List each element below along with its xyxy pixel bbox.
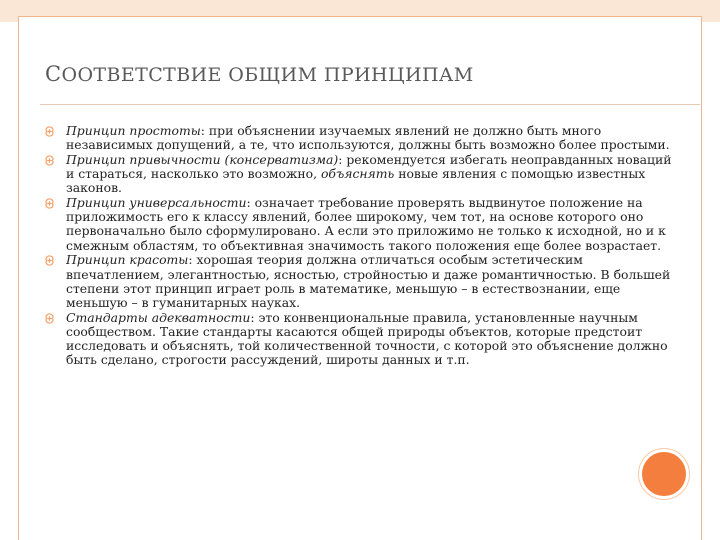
bullet-list (44, 124, 676, 368)
fleuron-icon (44, 313, 55, 324)
list-item (44, 153, 676, 196)
list-item (44, 253, 676, 310)
bullet-term: Принцип привычности (консерватизма) (66, 151, 339, 167)
title-rest: ООТВЕТСТВИЕ ОБЩИМ ПРИНЦИПАМ (61, 64, 474, 86)
list-item (44, 311, 676, 368)
fleuron-icon (44, 126, 55, 137)
bullet-text-tail: новые явления с помощью известных законов. (66, 166, 646, 196)
fleuron-icon (44, 155, 55, 166)
list-item (44, 196, 676, 253)
list-item (44, 124, 676, 152)
title-first-letter: С (45, 62, 62, 86)
bullet-text: : означает требование проверять выдвинутое положение на приложимость его к классу явлений, более широкому, чем тот, на основе которого оно первоначально было сформулировано. А если это приложимо не только к исходной, но и к смежным областям, то объективная значимость такого положения еще более возрастает. (66, 195, 666, 253)
decorative-circle (642, 452, 686, 496)
bullet-text: : хорошая теория должна отличаться особым эстетическим впечатлением, элегантностью, ясностью, стройностью и даже романтичностью. В большей степени этот принцип играет роль в математике, меньшую – в естествознании, еще меньшую – в гуманитарных науках. (66, 252, 671, 310)
slide-title (45, 62, 474, 86)
title-divider (40, 104, 700, 105)
bullet-emphasis: объяснять (320, 166, 395, 182)
fleuron-icon (44, 255, 55, 266)
bullet-term: Стандарты адекватности (66, 309, 251, 325)
bullet-text: : это конвенциональные правила, установленные научным сообществом. Такие стандарты касаются общей природы объектов, которые предстоит исследовать и объяснять, той количественной точности, с которой это объяснение должно быть сделано, строгости рассуждений, широты данных и т.п. (66, 309, 668, 368)
bullet-term: Принцип красоты (66, 252, 189, 268)
bullet-term: Принцип универсальности (66, 195, 247, 211)
bullet-text: : рекомендуется избегать неоправданных новаций и стараться, насколько это возможно, (66, 151, 672, 182)
fleuron-icon (44, 198, 55, 209)
frame-border-right (701, 16, 702, 540)
bullet-text: : при объяснении изучаемых явлений не должно быть много независимых допущений, а те, что используются, должны быть возможно более простыми. (66, 123, 670, 153)
bullet-term: Принцип простоты (66, 123, 201, 138)
